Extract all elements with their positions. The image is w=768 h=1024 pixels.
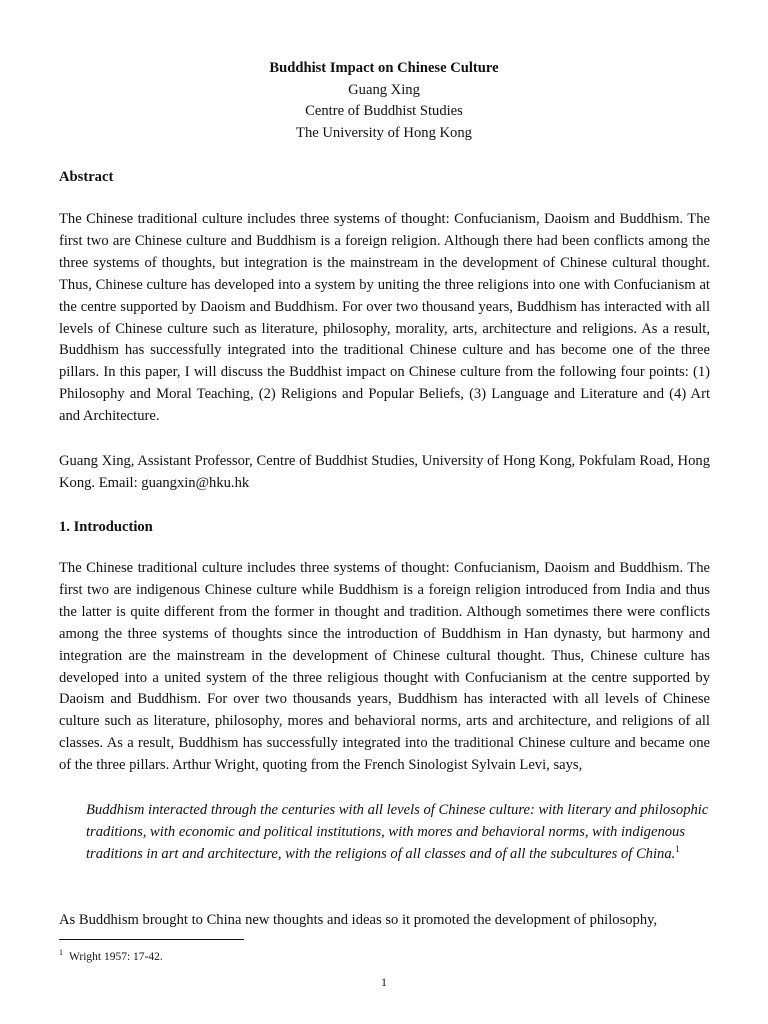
introduction-body: The Chinese traditional culture includes three systems of thought: Confucianism, Daoism and Buddhism. The first two are indigenous Chinese culture while Buddhism is a foreign religion introduced from India and thus the latter is quite different from the former in thought and tradition. Although sometimes there were conflicts among the three systems of thoughts since the introduction of Buddhism in Han dynasty, but harmony and integration are the mainstream in the development of Chinese cultural thought. Thus, Chinese culture has developed into a united system of the three religious thought with Confucianism at the centre supported by Daoism and Buddhism. For over two thousands years, Buddhism has interacted with all levels of Chinese culture such as literature, philosophy, mores and behavioral norms, arts and architecture, and religions of all classes. As a result, Buddhism has successfully integrated into the traditional Chinese culture and became one of the three pillars. Arthur Wright, quoting from the French Sinologist Sylvain Levi, says, bbox=[59, 560, 710, 774]
page-number: 1 bbox=[381, 975, 387, 989]
footnote-mark: 1 bbox=[59, 948, 63, 958]
author-name: Guang Xing bbox=[348, 82, 420, 98]
footnote-1 bbox=[59, 948, 163, 966]
block-quote-text: Buddhism interacted through the centuries with all levels of Chinese culture: with literary and philosophic traditions, with economic and political institutions, with mores and behavioral norms, with indigenous traditions in art and architecture, with the religions of all classes and of all the subcultures of China. bbox=[86, 802, 709, 862]
introduction-continuation: As Buddhism brought to China new thoughts and ideas so it promoted the development of philosophy, bbox=[59, 912, 658, 928]
footnote-text: Wright 1957: 17-42. bbox=[69, 951, 163, 963]
author-university: The University of Hong Kong bbox=[296, 125, 472, 141]
introduction-heading: 1. Introduction bbox=[59, 519, 153, 535]
footnote-divider bbox=[59, 939, 244, 940]
abstract-body: The Chinese traditional culture includes three systems of thought: Confucianism, Daoism and Buddhism. The first two are Chinese culture and Buddhism is a foreign religion. Although there had been conflicts among the three systems of thoughts, but integration is the mainstream in the development of Chinese cultural thought. Thus, Chinese culture has developed into a system by uniting the three religions into one with Confucianism at the centre supported by Daoism and Buddhism. For over two thousand years, Buddhism has interacted with all levels of Chinese culture such as literature, philosophy, morality, arts, architecture and religions. As a result, Buddhism has successfully integrated into the traditional Chinese culture and has become one of the three pillars. In this paper, I will discuss the Buddhist impact on Chinese culture from the following four points: (1) Philosophy and Moral Teaching, (2) Religions and Popular Beliefs, (3) Language and Literature and (4) Art and Architecture. bbox=[59, 211, 710, 425]
paper-title: Buddhist Impact on Chinese Culture bbox=[269, 60, 499, 76]
footnote-reference[interactable]: 1 bbox=[675, 844, 680, 855]
author-department: Centre of Buddhist Studies bbox=[305, 103, 463, 119]
abstract-heading: Abstract bbox=[59, 169, 114, 185]
author-note: Guang Xing, Assistant Professor, Centre of Buddhist Studies, University of Hong Kong, Pokfulam Road, Hong Kong. Email: guangxin@hku.hk bbox=[59, 453, 710, 491]
block-quote bbox=[86, 799, 710, 865]
